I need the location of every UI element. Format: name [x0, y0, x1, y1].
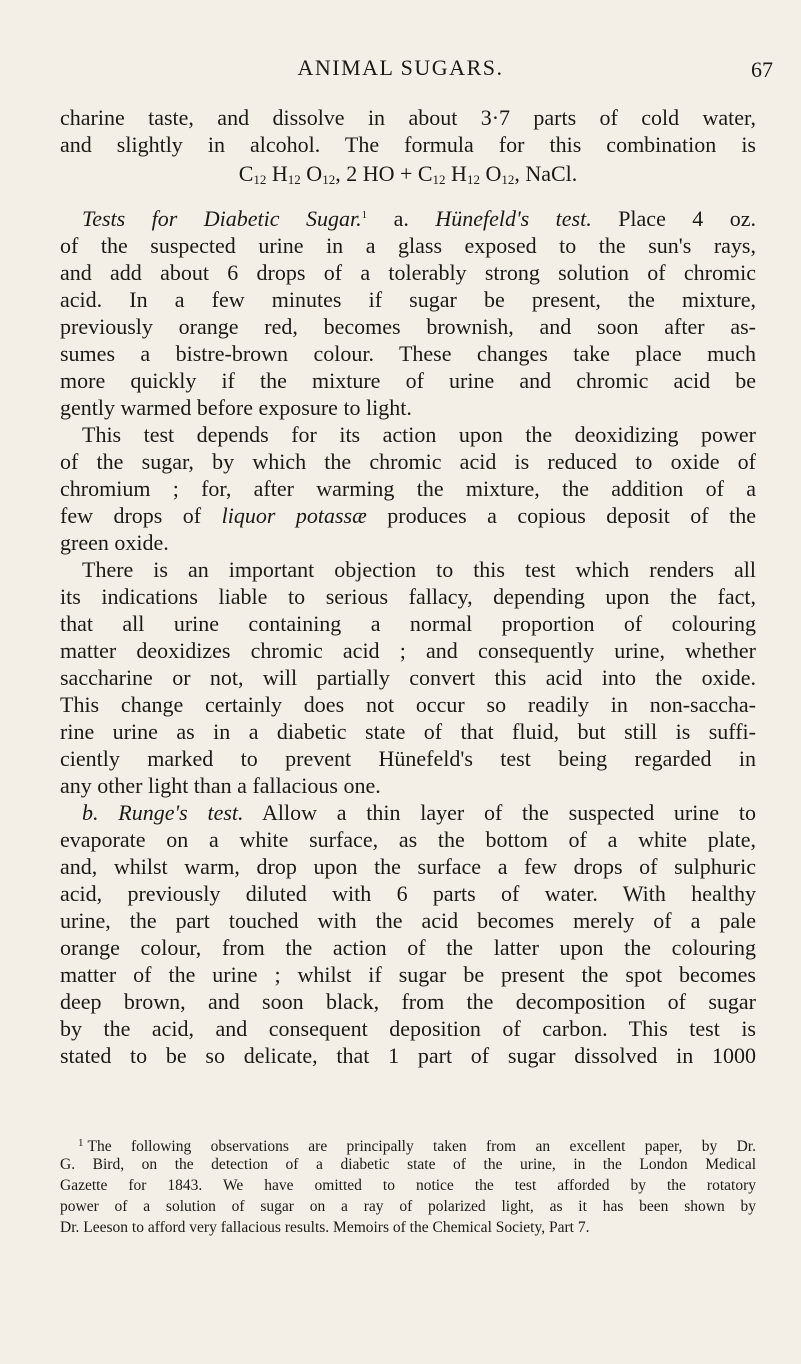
item-label: b. — [82, 800, 119, 825]
footnote-line: Gazette for 1843. We have omitted to notice the test afforded by the rotatory — [60, 1177, 756, 1194]
formula-part: O — [479, 161, 502, 186]
section-heading: Tests for Diabetic Sugar. — [82, 206, 362, 231]
text-line: previously orange red, becomes brownish, and soon after as- — [60, 314, 756, 339]
text-line: urine, the part touched with the acid becomes merely of a pale — [60, 908, 756, 933]
text-line: This change certainly does not occur so readily in non-saccha- — [60, 692, 756, 717]
footnote-line: G. Bird, on the detection of a diabetic state of the urine, in the London Medical — [60, 1156, 756, 1173]
text-line: and, whilst warm, drop upon the surface a few drops of sulphuric — [60, 854, 756, 879]
text-line: of the sugar, by which the chromic acid is reduced to oxide of — [60, 449, 756, 474]
text-line: and add about 6 drops of a tolerably strong solution of chromic — [60, 260, 756, 285]
text-line — [60, 799, 756, 826]
text-line: chromium ; for, after warming the mixture, the addition of a — [60, 476, 756, 501]
formula-subscript: 12 — [466, 172, 480, 187]
text-line: that all urine containing a normal proportion of colouring — [60, 611, 756, 636]
formula-subscript: 12 — [253, 172, 267, 187]
latin-term: liquor potassæ — [221, 503, 367, 528]
text-line: deep brown, and soon black, from the decomposition of sugar — [60, 989, 756, 1014]
text-line: rine urine as in a diabetic state of that fluid, but still is suffi- — [60, 719, 756, 744]
text-line: This test depends for its action upon the deoxidizing power — [82, 422, 756, 447]
spacer — [60, 189, 756, 205]
formula-subscript: 12 — [432, 172, 446, 187]
text-run: The following observations are principally taken from an excellent paper, by Dr. — [87, 1138, 756, 1155]
text-run: few drops of — [60, 503, 222, 528]
text-line: evaporate on a white surface, as the bottom of a white plate, — [60, 827, 756, 852]
text-line: sumes a bistre-brown colour. These changes take place much — [60, 341, 756, 366]
text-line: any other light than a fallacious one. — [60, 773, 381, 798]
text-line: matter deoxidizes chromic acid ; and consequently urine, whether — [60, 638, 756, 663]
text-line: acid, previously diluted with 6 parts of water. With healthy — [60, 881, 756, 906]
test-name: Hünefeld's test. — [435, 206, 592, 231]
text-line: There is an important objection to this test which renders all — [82, 557, 756, 582]
formula-part: , 2 HO + C — [335, 161, 433, 186]
text-line: matter of the urine ; whilst if sugar be present the spot becomes — [60, 962, 756, 987]
formula-subscript: 12 — [322, 172, 336, 187]
text-line: orange colour, from the action of the latter upon the colouring — [60, 935, 756, 960]
text-line: acid. In a few minutes if sugar be present, the mixture, — [60, 287, 756, 312]
page-number: 67 — [751, 57, 773, 82]
text-run: Allow a thin layer of the suspected urine to — [243, 800, 756, 825]
formula-subscript: 12 — [501, 172, 515, 187]
footnote-line — [60, 1133, 756, 1154]
text-line: charine taste, and dissolve in about 3·7 parts of cold water, — [60, 105, 756, 130]
footnote-line: Dr. Leeson to afford very fallacious results. Memoirs of the Chemical Society, Part 7. — [60, 1219, 590, 1236]
text-line: saccharine or not, will partially convert this acid into the oxide. — [60, 665, 756, 690]
footnote-line: power of a solution of sugar on a ray of polarized light, as it has been shown by — [60, 1198, 756, 1215]
formula-part: H — [266, 161, 288, 186]
test-name: Runge's test. — [118, 800, 244, 825]
footnote-mark: 1 — [78, 1137, 84, 1149]
text-line: more quickly if the mixture of urine and chromic acid be — [60, 368, 756, 393]
formula-part: , NaCl. — [514, 161, 578, 186]
page-header — [0, 55, 801, 85]
text-line: stated to be so delicate, that 1 part of sugar dissolved in 1000 — [60, 1043, 756, 1068]
body-text — [60, 104, 756, 1069]
running-head: ANIMAL SUGARS. — [297, 55, 504, 80]
text-line: green oxide. — [60, 530, 169, 555]
item-label: a. — [367, 206, 436, 231]
text-line: of the suspected urine in a glass exposed to the sun's rays, — [60, 233, 756, 258]
text-line: gently warmed before exposure to light. — [60, 395, 412, 420]
text-line — [60, 502, 756, 529]
formula-subscript: 12 — [287, 172, 301, 187]
formula-part: O — [300, 161, 323, 186]
text-line: by the acid, and consequent deposition of carbon. This test is — [60, 1016, 756, 1041]
chemical-formula — [60, 158, 756, 189]
text-run: produces a copious deposit of the — [366, 503, 756, 528]
section-heading-line — [60, 205, 756, 232]
text-line: ciently marked to prevent Hünefeld's test being regarded in — [60, 746, 756, 771]
text-line: its indications liable to serious fallacy, depending upon the fact, — [60, 584, 756, 609]
formula-part: H — [445, 161, 467, 186]
formula-part: C — [238, 161, 254, 186]
text-line: and slightly in alcohol. The formula for this combination is — [60, 132, 756, 157]
footnote-ref: 1 — [361, 209, 368, 221]
footnote — [60, 1133, 756, 1238]
text-run: Place 4 oz. — [591, 206, 756, 231]
